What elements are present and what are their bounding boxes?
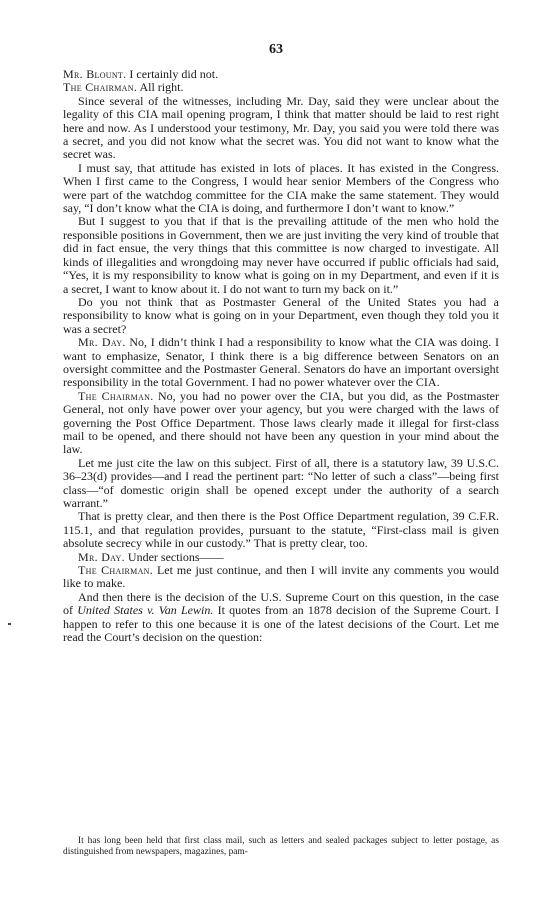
paragraph-text: And then there is the decision of the U.S. Supreme Court on this question, in the case of (63, 589, 499, 618)
speaker-name: The Chairman. (63, 80, 138, 95)
paragraph (63, 162, 499, 216)
paragraph-text: I must say, that attitude has existed in lots of places. It has existed in the Congress. When I first came to the Congress, I would hear senior Members of the Congress who were part of the watchdog committee for the CIA make the same statement. They would say, “I don’t know what the CIA is doing, and furthermore I don’t want to know.” (63, 160, 499, 216)
transcript-body (63, 68, 499, 644)
paragraph-text: Let me just continue, and then I will invite any comments you would like to make. (63, 563, 499, 591)
paragraph (63, 68, 499, 81)
paragraph (63, 336, 499, 390)
paragraph (63, 510, 499, 550)
paragraph-text: It quotes from an 1878 decision of the Supreme Court. I happen to refer to this one because it is one of the latest decisions of the Court. Let me read the Court’s decision on the question: (63, 603, 499, 645)
speaker-name: The Chairman. (78, 388, 154, 403)
paragraph-text: Let me just cite the law on this subject. First of all, there is a statutory law, 39 U.S.C. 36–23(d) provides—and I read the pertinent part: “No letter of such a class”—being first class—“of domestic origin shall be opened except under the authority of a search warrant.” (63, 455, 499, 510)
paragraph (63, 215, 499, 295)
scan-speck (8, 623, 11, 625)
block-quote (63, 836, 499, 858)
paragraph (63, 564, 499, 591)
case-citation: United States v. Van Lewin. (77, 603, 214, 618)
quote-text: It has long been held that first class mail, such as letters and sealed packages subject to letter postage, as distinguished from newspapers, magazines, pam- (63, 836, 499, 857)
paragraph (63, 81, 499, 94)
paragraph-text: Under sections—— (124, 549, 224, 564)
paragraph (63, 551, 499, 564)
paragraph (63, 296, 499, 336)
paragraph (63, 457, 499, 511)
paragraph-text: No, you had no power over the CIA, but you did, as the Postmaster General, not only have power over your agency, but you were charged with the laws of governing the Post Office Department. Those laws clearly made it illegal for first-class mail to be opened, and there should not have been any question in your mind about the law. (63, 388, 499, 457)
page-number: 63 (269, 42, 283, 57)
paragraph (63, 95, 499, 162)
paragraph-text: I certainly did not. (126, 67, 219, 81)
speaker-name: Mr. Day. (78, 549, 125, 564)
paragraph (63, 591, 499, 645)
speaker-name: The Chairman. (78, 563, 154, 578)
speaker-name: Mr. Blount. (63, 67, 127, 81)
paragraph-text: No, I didn’t think I had a responsibility to know what the CIA was doing. I want to emphasize, Senator, I think there is a big difference between Senators on an oversight committee and the Postmaster General. Senators do have an important oversight responsibility in the total Government. I had no power whatever over the CIA. (63, 335, 499, 390)
paragraph (63, 390, 499, 457)
paragraph-text: That is pretty clear, and then there is the Post Office Department regulation, 39 C.F.R. 115.1, and that regulation provides, pursuant to the statute, “First-class mail is given absolute secrecy while in our custody.” That is pretty clear, too. (63, 509, 499, 551)
speaker-name: Mr. Day. (78, 335, 126, 350)
paragraph-text: All right. (137, 80, 184, 95)
paragraph-text: Do you not think that as Postmaster General of the United States you had a responsibility to know what is going on in your Department, even though they told you it was a secret? (63, 294, 499, 336)
paragraph-text: Since several of the witnesses, including Mr. Day, said they were unclear about the legality of this CIA mail opening program, I think that matter should be laid to rest right here and now. As I understood your testimony, Mr. Day, you said you were told there was a secret, and you did not know what the secret was. You did not want to know what the secret was. (63, 93, 499, 162)
paragraph-text: But I suggest to you that if that is the prevailing attitude of the men who hold the responsible positions in Government, then we are just inviting the very kind of trouble that did in fact ensue, the very things that this committee is now charged to investigate. All kinds of illegalities and wrongdoing may never have occurred if public officials had said, “Yes, it is my responsibility to know what is going on in my Department, and even if it is a secret, I want to know about it. I do not want to turn my back on it.” (63, 214, 499, 296)
